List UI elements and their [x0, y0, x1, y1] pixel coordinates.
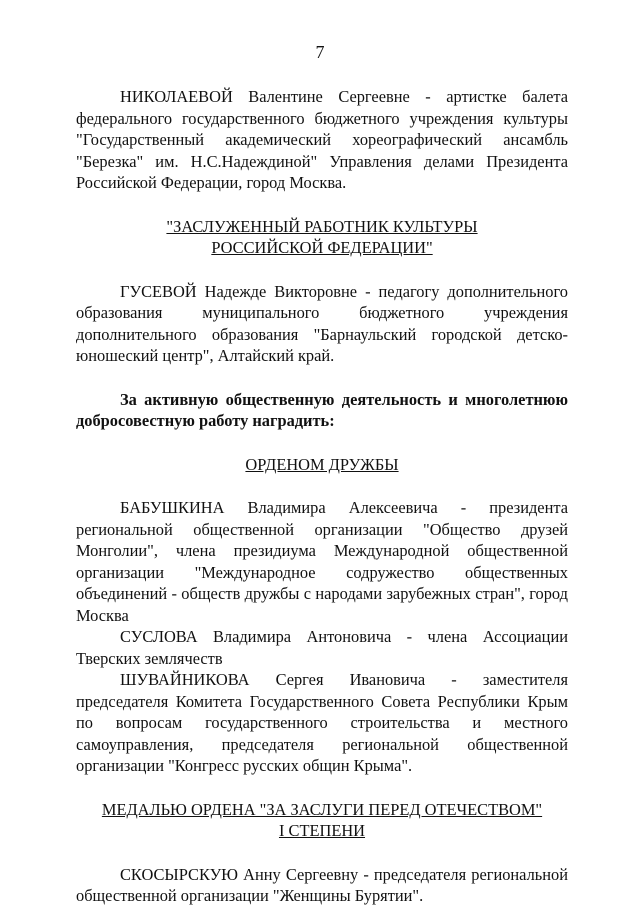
section-heading-honored-culture-worker [76, 216, 568, 259]
document-body [76, 86, 568, 907]
heading-line: РОССИЙСКОЙ ФЕДЕРАЦИИ" [211, 238, 433, 257]
heading-line: МЕДАЛЬЮ ОРДЕНА "ЗА ЗАСЛУГИ ПЕРЕД ОТЕЧЕСТВОМ" [101, 799, 543, 819]
heading-line: "ЗАСЛУЖЕННЫЙ РАБОТНИК КУЛЬТУРЫ [166, 216, 478, 236]
section-heading-medal-merit-fatherland [76, 799, 568, 842]
page-number: 7 [315, 42, 325, 62]
award-entry-skosyrskaya: СКОСЫРСКУЮ Анну Сергеевну - председателя региональной общественной организации "Женщины Бурятии". [76, 864, 568, 905]
award-entry-suslov: СУСЛОВА Владимира Антоновича - члена Ассоциации Тверских землячеств [76, 627, 568, 668]
award-entry-shuvainikov: ШУВАЙНИКОВА Сергея Ивановича - заместителя председателя Комитета Государственного Совета Республики Крым по вопросам государственного строительства и местного самоуправления, председателя региональной общественной организации "Конгресс русских общин Крыма". [76, 670, 568, 775]
award-intro: За активную общественную деятельность и многолетнюю добросовестную работу наградить: [76, 389, 568, 430]
award-entry-nikolaeva: НИКОЛАЕВОЙ Валентине Сергеевне - артистке балета федерального государственного бюджетного учреждения культуры "Государственный академический хореографический ансамбль "Березка" им. Н.С.Надеждиной" Управления делами Президента Российской Федерации, город Москва. [76, 87, 568, 192]
section-heading-order-of-friendship: ОРДЕНОМ ДРУЖБЫ [245, 454, 399, 474]
award-entry-babushkin: БАБУШКИНА Владимира Алексеевича - президента региональной общественной организации "Общество друзей Монголии", члена президиума Международной общественной организации "Международное содружество общественных объединений - обществ дружбы с народами зарубежных стран", город Москва [76, 498, 568, 625]
award-entry-guseva: ГУСЕВОЙ Надежде Викторовне - педагогу дополнительного образования муниципального бюджетного учреждения дополнительного образования "Барнаульский городской детско-юношеский центр", Алтайский край. [76, 281, 568, 365]
heading-line: I СТЕПЕНИ [278, 821, 366, 840]
